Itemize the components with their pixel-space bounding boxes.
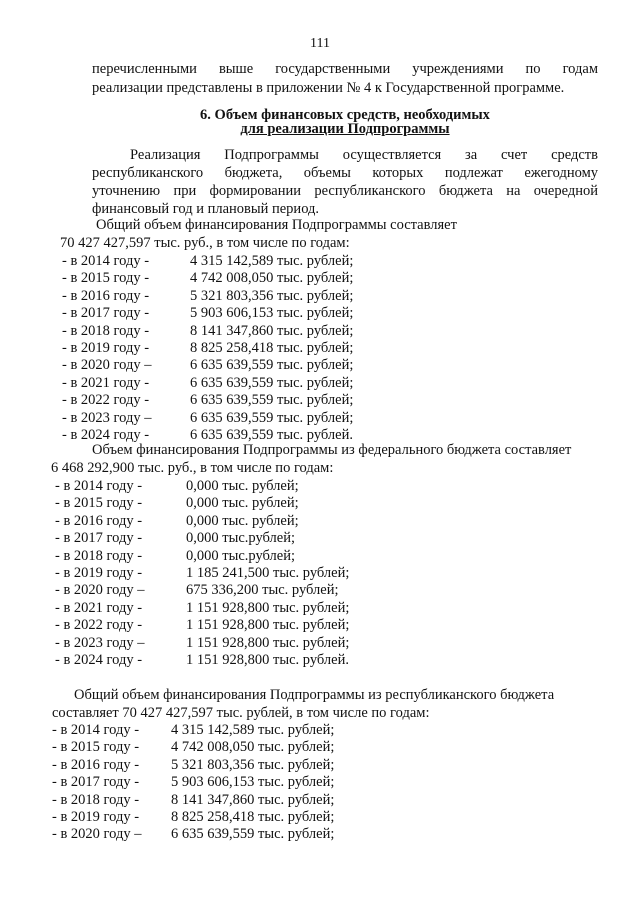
total-financing-intro: Общий объем финансирования Подпрограммы составляет [96,217,457,233]
year-amount: 675 336,200 тыс. рублей; [186,582,339,599]
year-label: - в 2017 году - [62,305,150,322]
year-amount: 8 141 347,860 тыс. рублей; [190,322,354,339]
year-amount: 4 315 142,589 тыс. рублей; [190,253,354,269]
section-heading-line-2: для реализации Подпрограммы [240,121,450,137]
year-amount: 8 141 347,860 тыс. рублей; [171,791,335,808]
year-label: - в 2020 году – [55,582,145,599]
year-label: - в 2019 году - [62,339,150,356]
year-label: - в 2024 году - [55,651,143,668]
year-amount: 5 321 803,356 тыс. рублей; [171,756,335,773]
year-amount: 6 635 639,559 тыс. рублей; [190,409,354,426]
intro-line-2: реализации представлены в приложении № 4 к Государственной программе. [92,80,565,96]
section-heading-line-1: 6. Объем финансовых средств, необходимых [200,107,490,123]
year-amount: 0,000 тыс. рублей; [186,512,299,529]
year-amount: 4 315 142,589 тыс. рублей; [171,722,335,738]
year-label: - в 2022 году - [62,392,150,409]
paragraph-line-1: Реализация Подпрограммы осуществляется за счет средств [130,147,598,163]
year-amount: 8 825 258,418 тыс. рублей; [171,808,335,825]
year-label: - в 2020 году – [52,826,142,843]
intro-paragraph [92,60,598,98]
year-amount: 5 903 606,153 тыс. рублей; [171,774,335,791]
year-label: - в 2022 году - [55,617,143,634]
year-label: - в 2021 году - [55,599,143,616]
year-label: - в 2019 году - [52,808,140,825]
year-amount: 6 635 639,559 тыс. рублей; [190,374,354,391]
year-label: - в 2019 году - [55,564,143,581]
year-label: - в 2018 году - [62,322,150,339]
year-label: - в 2014 году - [62,253,150,269]
republican-financing-intro: Общий объем финансирования Подпрограммы из республиканского бюджета [74,687,555,703]
year-label: - в 2016 году - [55,512,143,529]
year-label: - в 2020 году – [62,357,152,374]
federal-financing-intro: Объем финансирования Подпрограммы из федерального бюджета составляет [92,442,572,458]
section-heading [92,108,598,136]
federal-financing-sum: 6 468 292,900 тыс. руб., в том числе по годам: [51,460,334,476]
total-financing-sum: 70 427 427,597 тыс. руб., в том числе по годам: [60,235,350,251]
year-amount: 6 635 639,559 тыс. рублей; [190,357,354,374]
year-amount: 1 151 928,800 тыс. рублей; [186,599,350,616]
year-label: - в 2023 году – [62,409,152,426]
year-label: - в 2015 году - [52,739,140,756]
year-label: - в 2016 году - [52,756,140,773]
year-label: - в 2017 году - [55,530,143,547]
year-label: - в 2017 году - [52,774,140,791]
year-amount: 1 151 928,800 тыс. рублей; [186,634,350,651]
year-label: - в 2015 году - [62,270,150,287]
funding-source-paragraph [92,146,598,218]
year-amount: 6 635 639,559 тыс. рублей; [171,826,335,843]
paragraph-line-2: республиканского бюджета, объемы которых подлежат ежегодному [92,165,598,181]
paragraph-line-4: финансовый год и плановый период. [92,201,320,217]
year-amount: 8 825 258,418 тыс. рублей; [190,339,354,356]
year-amount: 1 151 928,800 тыс. рублей; [186,617,350,634]
year-amount: 5 903 606,153 тыс. рублей; [190,305,354,322]
year-label: - в 2024 году - [62,426,150,443]
year-amount: 5 321 803,356 тыс. рублей; [190,287,354,304]
intro-line-1: перечисленными выше государственными учреждениями по годам [92,61,598,77]
republican-financing-sum: составляет 70 427 427,597 тыс. рублей, в том числе по годам: [52,705,430,721]
year-amount: 0,000 тыс.рублей; [186,530,295,547]
year-label: - в 2016 году - [62,287,150,304]
year-amount: 4 742 008,050 тыс. рублей; [190,270,354,287]
year-amount: 0,000 тыс.рублей; [186,547,295,564]
year-amount: 6 635 639,559 тыс. рублей. [190,426,353,443]
year-amount: 4 742 008,050 тыс. рублей; [171,739,335,756]
year-amount: 0,000 тыс. рублей; [186,495,299,512]
page-number: 111 [310,36,330,51]
paragraph-line-3: уточнению при формировании республиканского бюджета на очередной [92,183,598,199]
year-label: - в 2021 году - [62,374,150,391]
year-amount: 6 635 639,559 тыс. рублей; [190,392,354,409]
year-label: - в 2014 году - [55,478,143,494]
year-label: - в 2018 году - [52,791,140,808]
year-label: - в 2018 году - [55,547,143,564]
year-amount: 1 151 928,800 тыс. рублей. [186,651,349,668]
year-label: - в 2015 году - [55,495,143,512]
year-label: - в 2014 году - [52,722,140,738]
year-label: - в 2023 году – [55,634,145,651]
year-amount: 1 185 241,500 тыс. рублей; [186,564,350,581]
year-amount: 0,000 тыс. рублей; [186,478,299,494]
